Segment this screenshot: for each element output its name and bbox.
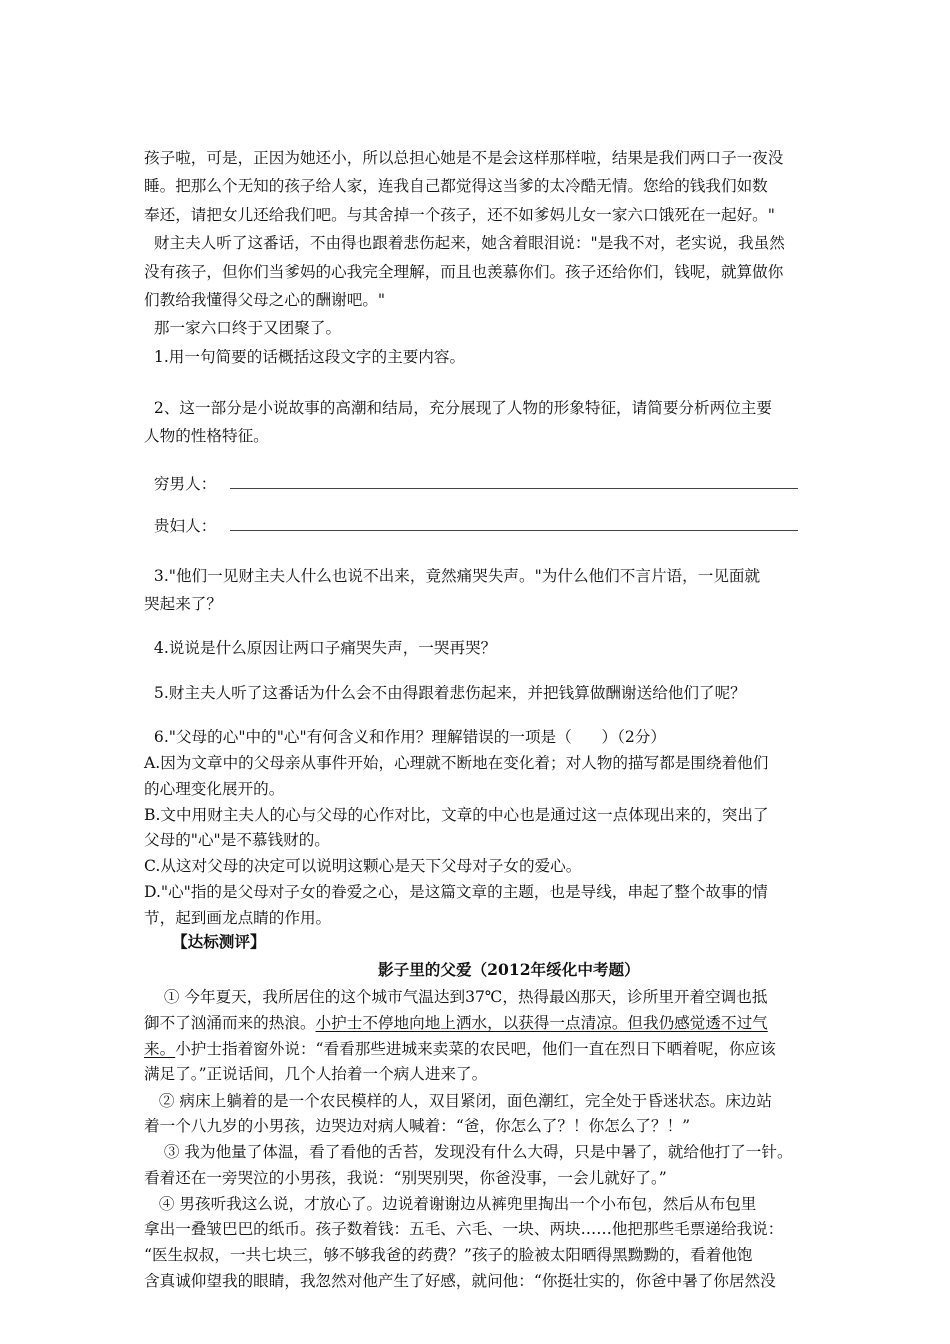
plain-text: 御不了汹涌而来的热浪。 [144,1014,316,1032]
option-d-cont: 节，起到画龙点睛的作用。 [144,909,332,927]
option-d: D."心"指的是父母对子女的眷爱之心，是这篇文章的主题，也是导线，串起了整个故事的情 [144,883,768,901]
option-b: B.文中用财主夫人的心与父母的心作对比，文章的中心也是通过这一点体现出来的，突出了 [144,806,769,824]
paragraph-1-cont: 满足了。”正说话间，几个人抬着一个病人进来了。 [144,1065,488,1083]
paragraph-4-cont: “医生叔叔，一共七块三，够不够我爸的药费？”孩子的脸被太阳晒得黑黝黝的，看着他饱 [144,1246,753,1264]
paragraph-1-cont [144,1013,768,1033]
poor-man-label: 穷男人： [144,475,217,493]
noble-woman-answer-line[interactable] [230,530,798,531]
question-3: 3."他们一见财主夫人什么也说不出来，竟然痛哭失声。"为什么他们不言片语，一见面就 [144,567,761,585]
option-a-cont: 的心理变化展开的。 [144,780,285,798]
paragraph-4-cont: 含真诚仰望我的眼睛，我忽然对他产生了好感，就问他：“你挺壮实的，你爸中暑了你居然没 [144,1272,776,1290]
passage-line: 财主夫人听了这番话，不由得也跟着悲伤起来，她含着眼泪说："是我不对，老实说，我虽然 [144,234,785,252]
passage-line: 孩子啦，可是，正因为她还小，所以总担心她是不是会这样那样啦，结果是我们两口子一夜没 [144,149,784,167]
option-a: A.因为文章中的父母亲从事件开始，心理就不断地在变化着；对人物的描写都是围绕着他们 [144,754,769,772]
passage-line: 睡。把那么个无知的孩子给人家，连我自己都觉得这当爹的太冷酷无情。您给的钱我们如数 [144,177,768,195]
paragraph-1-cont [144,1039,776,1059]
question-5: 5.财主夫人听了这番话为什么会不由得跟着悲伤起来，并把钱算做酬谢送给他们了呢？ [144,684,746,702]
paragraph-1: ① 今年夏天，我所居住的这个城市气温达到37℃，热得最凶那天，诊所里开着空调也抵 [144,988,768,1006]
underlined-text: 小护士不停地向地上洒水，以获得一点清凉。但我仍感觉透不过气 [315,1014,768,1032]
question-2: 2、这一部分是小说故事的高潮和结局，充分展现了人物的形象特征，请简要分析两位主要 [144,399,772,417]
section-heading: 【达标测评】 [172,932,266,951]
option-b-cont: 父母的"心"是不慕钱财的。 [144,831,330,849]
question-6: 6."父母的心"中的"心"有何含义和作用？理解错误的一项是（ ）（2分） [144,728,666,746]
noble-woman-label: 贵妇人： [144,517,217,535]
paragraph-3-cont: 看着还在一旁哭泣的小男孩，我说：“别哭别哭，你爸没事，一会儿就好了。” [144,1169,667,1187]
paragraph-3: ③ 我为他量了体温，看了看他的舌苔，发现没有什么大碍，只是中暑了，就给他打了一针。 [144,1143,793,1161]
underlined-text: 来。 [144,1040,176,1058]
passage-line: 奉还，请把女儿还给我们吧。与其舍掉一个孩子，还不如爹妈儿女一家六口饿死在一起好。" [144,206,775,224]
poor-man-answer-line[interactable] [230,488,798,489]
passage-line: 那一家六口终于又团聚了。 [144,319,342,337]
paragraph-4-cont: 拿出一叠皱巴巴的纸币。孩子数着钱：五毛、六毛、一块、两块……他把那些毛票递给我说： [144,1220,784,1238]
passage-line: 们教给我懂得父母之心的酬谢吧。" [144,291,386,309]
passage-line: 没有孩子，但你们当爹妈的心我完全理解，而且也羡慕你们。孩子还给你们，钱呢，就算做你 [144,263,784,281]
question-1: 1.用一句简要的话概括这段文字的主要内容。 [144,348,466,366]
paragraph-2: ② 病床上躺着的是一个农民模样的人，双目紧闭，面色潮红，完全处于昏迷状态。床边站 [144,1092,772,1110]
paragraph-2-cont: 着一个八九岁的小男孩，边哭边对病人喊着：“爸，你怎么了？！你怎么了？！” [144,1117,691,1135]
question-4: 4.说说是什么原因让两口子痛哭失声，一哭再哭？ [144,639,497,657]
option-c: C.从这对父母的决定可以说明这颗心是天下父母对子女的爱心。 [144,857,582,875]
article-title: 影子里的父爱（2012年绥化中考题） [378,960,640,979]
question-2-cont: 人物的性格特征。 [144,427,269,445]
paragraph-4: ④ 男孩听我这么说，才放心了。边说着谢谢边从裤兜里掏出一个小布包，然后从布包里 [144,1195,757,1213]
question-3-cont: 哭起来了？ [144,595,222,613]
plain-text: 小护士指着窗外说：“看看那些进城来卖菜的农民吧，他们一直在烈日下晒着呢，你应该 [175,1040,776,1058]
